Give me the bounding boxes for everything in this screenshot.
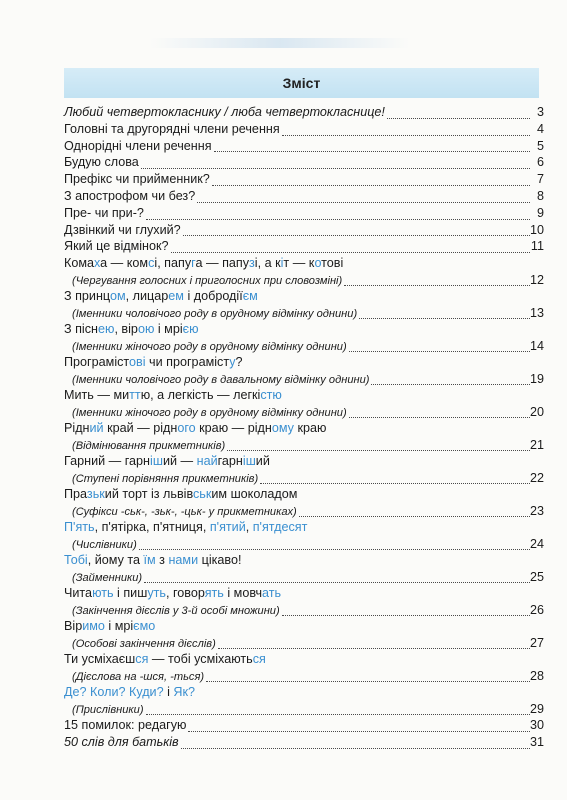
toc-title-row: [62, 717, 544, 734]
dot-leader: [146, 219, 530, 220]
page-number: 31: [529, 734, 544, 749]
toc-title: [64, 322, 199, 336]
page-number: 22: [529, 470, 544, 485]
highlighted-morpheme: уть: [147, 586, 166, 601]
page-title: Зміст: [282, 75, 321, 91]
toc-subtitle: (Іменники жіночого роду в орудному відмінку однини): [72, 406, 347, 419]
toc-title: [64, 289, 258, 303]
toc-entry[interactable]: [62, 138, 544, 155]
highlighted-morpheme: їм: [143, 553, 156, 568]
toc-entry[interactable]: [62, 734, 544, 751]
toc-title-row: [62, 734, 544, 751]
title-segment: 50 слів для батьків: [64, 734, 179, 749]
toc-title: [64, 189, 195, 203]
toc-subtitle-row: [62, 668, 544, 684]
title-segment: им шоколадом: [211, 487, 298, 502]
title-segment: Пра: [64, 487, 87, 502]
title-segment: Кома: [64, 256, 95, 271]
title-segment: тові: [321, 256, 344, 271]
highlighted-morpheme: Тобі: [64, 553, 88, 568]
title-segment: ий: [255, 454, 270, 469]
title-segment: З апострофом чи без?: [64, 188, 196, 203]
toc-entry[interactable]: [62, 354, 544, 387]
title-segment: Ти усміхаєш: [64, 651, 136, 666]
highlighted-morpheme: нами: [168, 553, 199, 568]
toc-entry[interactable]: [62, 519, 544, 552]
highlighted-morpheme: іш: [242, 454, 256, 469]
toc-title: [64, 487, 297, 501]
title-segment: і пиш: [113, 586, 148, 601]
toc-subtitle-row: [62, 437, 544, 453]
title-segment: край — рідн: [103, 421, 178, 436]
title-segment: — тобі усміхають: [148, 651, 253, 666]
dot-leader: [197, 202, 530, 203]
title-segment: і мрі: [154, 322, 183, 337]
toc-title: [64, 122, 280, 136]
toc-subtitle: (Особові закінчення дієслів): [72, 637, 216, 650]
title-segment: Головні та другорядні члени речення: [64, 121, 280, 136]
page-number: 29: [529, 701, 544, 716]
toc-entry[interactable]: [62, 222, 544, 239]
title-segment: ий —: [162, 454, 197, 469]
title-segment: Гарний — гарн: [64, 454, 151, 469]
toc-title-row: [62, 121, 544, 138]
page-number: 23: [529, 503, 544, 518]
title-segment: ?: [235, 355, 243, 370]
toc-subtitle-row: [62, 272, 544, 288]
toc-title-row: [62, 684, 544, 701]
highlighted-morpheme: тт: [129, 388, 141, 403]
toc-subtitle-row: [62, 371, 544, 387]
toc-entry[interactable]: [62, 205, 544, 222]
highlighted-morpheme: стю: [260, 388, 282, 403]
toc-subtitle: (Закінчення дієслів у 3-й особі множини): [72, 604, 280, 617]
highlighted-morpheme: ого: [177, 421, 196, 436]
highlighted-morpheme: зьк: [86, 487, 105, 502]
toc-subtitle: (Займенники): [72, 571, 143, 584]
toc-title: [64, 421, 326, 435]
toc-title-row: [62, 651, 544, 668]
toc-entry[interactable]: [62, 684, 544, 717]
toc-title-row: [62, 238, 544, 255]
highlighted-morpheme: ськ: [193, 487, 212, 502]
toc-title-row: [62, 188, 544, 205]
dot-leader: [359, 318, 530, 319]
toc-subtitle: (Ступені порівняння прикметників): [72, 472, 259, 485]
toc-title-row: [62, 618, 544, 635]
page-number: 8: [536, 188, 544, 203]
title-segment: Будую слова: [64, 155, 139, 170]
toc-title-row: [62, 288, 544, 305]
toc-subtitle: (Іменники чоловічого роду в давальному відмінку однини): [72, 373, 370, 386]
toc-title: [64, 652, 266, 666]
toc-entry[interactable]: [62, 618, 544, 651]
dot-leader: [282, 615, 530, 616]
highlighted-morpheme: имо: [82, 619, 105, 633]
page-number: 21: [529, 437, 544, 452]
contents-header: [64, 68, 539, 98]
toc-entry[interactable]: [62, 453, 544, 486]
toc-subtitle-row: [62, 404, 544, 420]
toc-subtitle: (Відмінювання прикметників): [72, 439, 226, 452]
title-segment: Чита: [64, 586, 93, 601]
toc-title-row: [62, 205, 544, 222]
toc-entry[interactable]: [62, 585, 544, 618]
dot-leader: [349, 417, 530, 418]
toc-title-row: [62, 222, 544, 239]
title-segment: і: [163, 684, 174, 699]
title-segment: Рідн: [64, 421, 90, 436]
page-number: 27: [529, 635, 544, 650]
toc-entry[interactable]: [62, 188, 544, 205]
toc-subtitle: (Суфікси -ськ-, -зьк-, -цьк- у прикметниках): [72, 505, 297, 518]
toc-title: [64, 139, 212, 153]
toc-entry[interactable]: [62, 321, 544, 354]
highlighted-morpheme: ою: [137, 322, 155, 337]
highlighted-morpheme: ють: [92, 586, 114, 601]
page-number: 26: [529, 602, 544, 617]
title-segment: і мовч: [223, 586, 263, 601]
title-segment: , лицар: [125, 289, 169, 304]
title-segment: Префікс чи прийменник?: [64, 172, 210, 187]
table-of-contents: [62, 104, 544, 751]
page-number: 7: [536, 172, 544, 187]
toc-subtitle: (Прислівники): [72, 703, 144, 716]
toc-title-row: [62, 420, 544, 437]
highlighted-morpheme: ем: [168, 289, 184, 304]
toc-subtitle-row: [62, 635, 544, 651]
toc-title-row: [62, 453, 544, 470]
highlighted-morpheme: ся: [135, 651, 149, 666]
highlighted-morpheme: ею: [97, 322, 115, 337]
toc-title-row: [62, 138, 544, 155]
highlighted-morpheme: ом: [110, 289, 126, 304]
highlighted-morpheme: ять: [204, 586, 224, 601]
toc-subtitle-row: [62, 305, 544, 321]
highlighted-morpheme: п'ятдесят: [252, 520, 308, 535]
toc-subtitle: (Дієслова на -шся, -ться): [72, 670, 205, 683]
title-segment: , йому та: [87, 553, 144, 568]
page-number: 24: [529, 536, 544, 551]
highlighted-morpheme: най: [196, 454, 218, 469]
highlighted-morpheme: ать: [262, 586, 282, 601]
toc-title: [64, 735, 179, 749]
toc-entry[interactable]: [62, 255, 544, 288]
highlighted-morpheme: і: [280, 256, 284, 271]
highlighted-morpheme: с: [148, 256, 155, 271]
toc-subtitle: (Іменники чоловічого роду в орудному відмінку однини): [72, 307, 358, 320]
title-segment: чи програміст: [145, 355, 230, 370]
toc-entry[interactable]: [62, 288, 544, 321]
title-segment: Програміст: [64, 355, 130, 370]
highlighted-morpheme: у: [229, 355, 236, 370]
page-number: 6: [536, 155, 544, 170]
dot-leader: [282, 135, 530, 136]
highlighted-morpheme: з: [249, 256, 255, 271]
toc-title: [64, 553, 241, 567]
page-number: 3: [536, 105, 544, 119]
highlighted-morpheme: єм: [242, 289, 258, 304]
title-segment: і добродії: [183, 289, 243, 304]
title-segment: Який це відмінок?: [64, 239, 169, 254]
faint-header-strip: [150, 38, 410, 48]
dot-leader: [188, 731, 530, 732]
toc-entry[interactable]: [62, 154, 544, 171]
page-number: 30: [529, 717, 544, 732]
dot-leader: [139, 549, 530, 550]
dot-leader: [212, 185, 530, 186]
page-number: 4: [536, 121, 544, 136]
toc-title: [64, 105, 385, 119]
toc-title: [64, 239, 169, 253]
highlighted-morpheme: х: [94, 256, 101, 271]
dot-leader: [206, 681, 530, 682]
title-segment: Дзвінкий чи глухий?: [64, 222, 181, 237]
toc-title-row: [62, 519, 544, 536]
highlighted-morpheme: ємо: [133, 619, 156, 633]
toc-title-row: [62, 585, 544, 602]
toc-title-row: [62, 486, 544, 503]
page-number: 5: [536, 138, 544, 153]
title-segment: З принц: [64, 289, 110, 304]
title-segment: ю, а легкість — легкі: [140, 388, 261, 403]
page-number: 11: [530, 239, 544, 254]
dot-leader: [214, 151, 530, 152]
page-number: 20: [529, 404, 544, 419]
toc-entry[interactable]: [62, 717, 544, 734]
title-segment: цікаво!: [198, 553, 242, 568]
title-segment: , говор: [165, 586, 205, 601]
toc-entry[interactable]: [62, 104, 544, 121]
dot-leader: [260, 483, 530, 484]
toc-title-row: [62, 154, 544, 171]
highlighted-morpheme: ові: [129, 355, 146, 370]
page-number: 25: [529, 569, 544, 584]
title-segment: Вір: [64, 619, 83, 633]
highlighted-morpheme: Де? Коли? Куди?: [64, 684, 164, 699]
title-segment: краю: [293, 421, 327, 436]
toc-title: [64, 685, 195, 699]
toc-title: [64, 355, 243, 369]
title-segment: і, а к: [254, 256, 281, 271]
dot-leader: [349, 351, 530, 352]
toc-title: [64, 619, 155, 633]
toc-subtitle: (Іменники жіночого роду в орудному відмінку однини): [72, 340, 347, 353]
toc-entry[interactable]: [62, 420, 544, 453]
dot-leader: [344, 285, 530, 286]
toc-entry[interactable]: [62, 486, 544, 519]
toc-entry[interactable]: [62, 552, 544, 585]
title-segment: а — папу: [195, 256, 250, 271]
page-number: 19: [529, 371, 544, 386]
toc-title: [64, 172, 210, 186]
title-segment: т — к: [283, 256, 315, 271]
toc-title: [64, 454, 270, 468]
dot-leader: [299, 516, 530, 517]
page-number: 28: [529, 668, 544, 683]
dot-leader: [387, 118, 530, 119]
title-segment: 15 помилок: редагую: [64, 717, 187, 732]
title-segment: , п'ятірка, п'ятниця,: [94, 520, 210, 535]
toc-title-row: [62, 104, 544, 121]
toc-subtitle-row: [62, 470, 544, 486]
toc-subtitle-row: [62, 338, 544, 354]
dot-leader: [181, 748, 530, 749]
highlighted-morpheme: ому: [271, 421, 294, 436]
highlighted-morpheme: іш: [150, 454, 163, 469]
dot-leader: [227, 450, 530, 451]
toc-title-row: [62, 387, 544, 404]
title-segment: і, папу: [154, 256, 192, 271]
page-number: 10: [529, 222, 544, 237]
page-number: 14: [529, 338, 544, 353]
title-segment: ,: [245, 520, 253, 535]
dot-leader: [371, 384, 530, 385]
title-segment: З пісн: [64, 322, 98, 337]
page-number: 13: [529, 305, 544, 320]
toc-title: [64, 223, 181, 237]
title-segment: краю — рідн: [195, 421, 272, 436]
toc-title-row: [62, 552, 544, 569]
toc-entry[interactable]: [62, 387, 544, 420]
dot-leader: [141, 168, 530, 169]
toc-subtitle-row: [62, 569, 544, 585]
toc-title-row: [62, 255, 544, 272]
toc-title: [64, 586, 281, 600]
toc-subtitle-row: [62, 536, 544, 552]
title-segment: і мрі: [104, 619, 134, 633]
toc-subtitle: (Чергування голосних і приголосних при словозміні): [72, 274, 343, 287]
page-number: 9: [536, 205, 544, 220]
highlighted-morpheme: о: [314, 256, 322, 271]
toc-entry[interactable]: [62, 651, 544, 684]
title-segment: Однорідні члени речення: [64, 138, 212, 153]
toc-title-row: [62, 171, 544, 188]
dot-leader: [218, 648, 530, 649]
toc-subtitle-row: [62, 602, 544, 618]
title-segment: Любий четвертокласнику / люба четвертокласнице!: [64, 105, 385, 119]
highlighted-morpheme: Як?: [173, 684, 195, 699]
title-segment: а — ком: [100, 256, 149, 271]
highlighted-morpheme: п'ятий: [209, 520, 246, 535]
toc-title: [64, 155, 139, 169]
toc-entry[interactable]: [62, 121, 544, 138]
toc-entry[interactable]: [62, 238, 544, 255]
toc-title: [64, 388, 282, 402]
dot-leader: [146, 714, 530, 715]
dot-leader: [183, 235, 530, 236]
toc-subtitle-row: [62, 701, 544, 717]
toc-title: [64, 520, 307, 534]
highlighted-morpheme: П'ять: [64, 520, 95, 535]
highlighted-morpheme: г: [191, 256, 196, 271]
toc-title: [64, 206, 144, 220]
title-segment: Мить — ми: [64, 388, 130, 403]
title-segment: ий торт із львів: [104, 487, 193, 502]
toc-title-row: [62, 321, 544, 338]
toc-title: [64, 718, 186, 732]
highlighted-morpheme: ий: [89, 421, 104, 436]
page-number: 12: [529, 272, 544, 287]
highlighted-morpheme: єю: [182, 322, 199, 337]
dot-leader: [171, 252, 530, 253]
highlighted-morpheme: ся: [252, 651, 266, 666]
toc-title: [64, 256, 343, 270]
title-segment: , вір: [114, 322, 138, 337]
toc-subtitle: (Числівники): [72, 538, 137, 551]
title-segment: Пре- чи при-?: [64, 205, 144, 220]
dot-leader: [144, 582, 530, 583]
toc-title-row: [62, 354, 544, 371]
title-segment: з: [155, 553, 169, 568]
toc-entry[interactable]: [62, 171, 544, 188]
toc-subtitle-row: [62, 503, 544, 519]
title-segment: гарн: [217, 454, 243, 469]
